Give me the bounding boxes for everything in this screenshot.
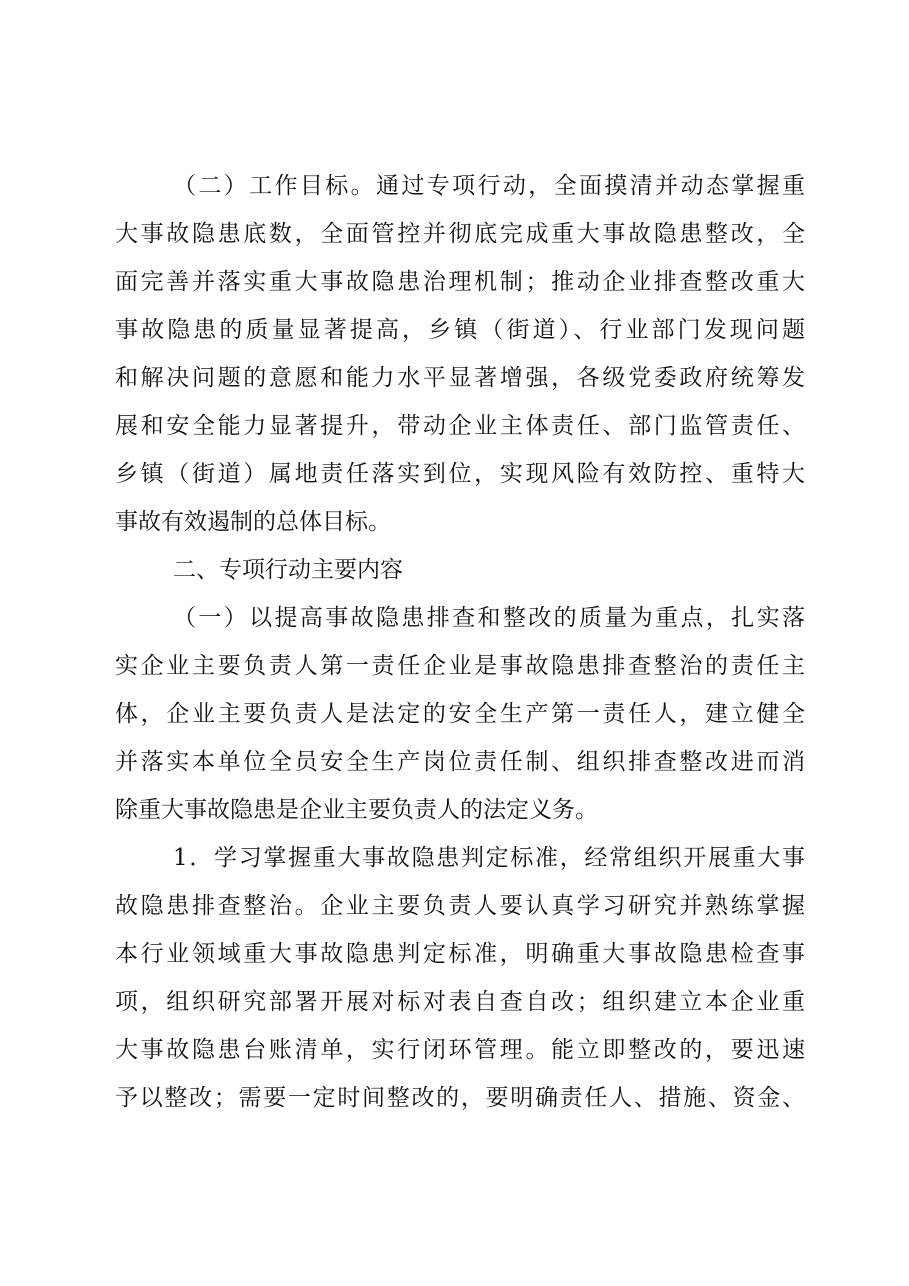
paragraph-line: 事故隐患的质量显著提高，乡镇（街道）、行业部门发现问题 <box>115 317 805 343</box>
paragraph-line: （二）工作目标。通过专项行动，全面摸清并动态掌握重 <box>173 173 805 199</box>
paragraph-line: 乡镇（街道）属地责任落实到位，实现风险有效防控、重特大 <box>115 461 805 487</box>
paragraph-line: 面完善并落实重大事故隐患治理机制；推动企业排查整改重大 <box>115 269 805 295</box>
paragraph-line: 故隐患排查整治。企业主要负责人要认真学习研究并熟练掌握 <box>115 893 805 919</box>
paragraph-line: 本行业领域重大事故隐患判定标准，明确重大事故隐患检查事 <box>115 941 805 967</box>
paragraph-line: 体，企业主要负责人是法定的安全生产第一责任人，建立健全 <box>115 701 805 727</box>
paragraph-line: 实企业主要负责人第一责任企业是事故隐患排查整治的责任主 <box>115 653 805 679</box>
paragraph-line: 项，组织研究部署开展对标对表自查自改；组织建立本企业重 <box>115 989 805 1015</box>
paragraph-line: 并落实本单位全员安全生产岗位责任制、组织排查整改进而消 <box>115 749 805 775</box>
paragraph-line: 除重大事故隐患是企业主要负责人的法定义务。 <box>115 797 598 823</box>
paragraph-line: 展和安全能力显著提升，带动企业主体责任、部门监管责任、 <box>115 413 805 439</box>
paragraph-line: 予以整改；需要一定时间整改的，要明确责任人、措施、资金、 <box>115 1085 805 1111</box>
paragraph-line: （一）以提高事故隐患排查和整改的质量为重点，扎实落 <box>173 605 805 631</box>
paragraph-line: 大事故隐患底数，全面管控并彻底完成重大事故隐患整改，全 <box>115 221 805 247</box>
section-heading: 二、专项行动主要内容 <box>173 557 403 583</box>
paragraph-line: 事故有效遏制的总体目标。 <box>115 509 391 535</box>
paragraph-line: 大事故隐患台账清单，实行闭环管理。能立即整改的，要迅速 <box>115 1037 805 1063</box>
paragraph-line: 和解决问题的意愿和能力水平显著增强，各级党委政府统筹发 <box>115 365 805 391</box>
paragraph-line: 1．学习掌握重大事故隐患判定标准，经常组织开展重大事 <box>173 845 805 871</box>
